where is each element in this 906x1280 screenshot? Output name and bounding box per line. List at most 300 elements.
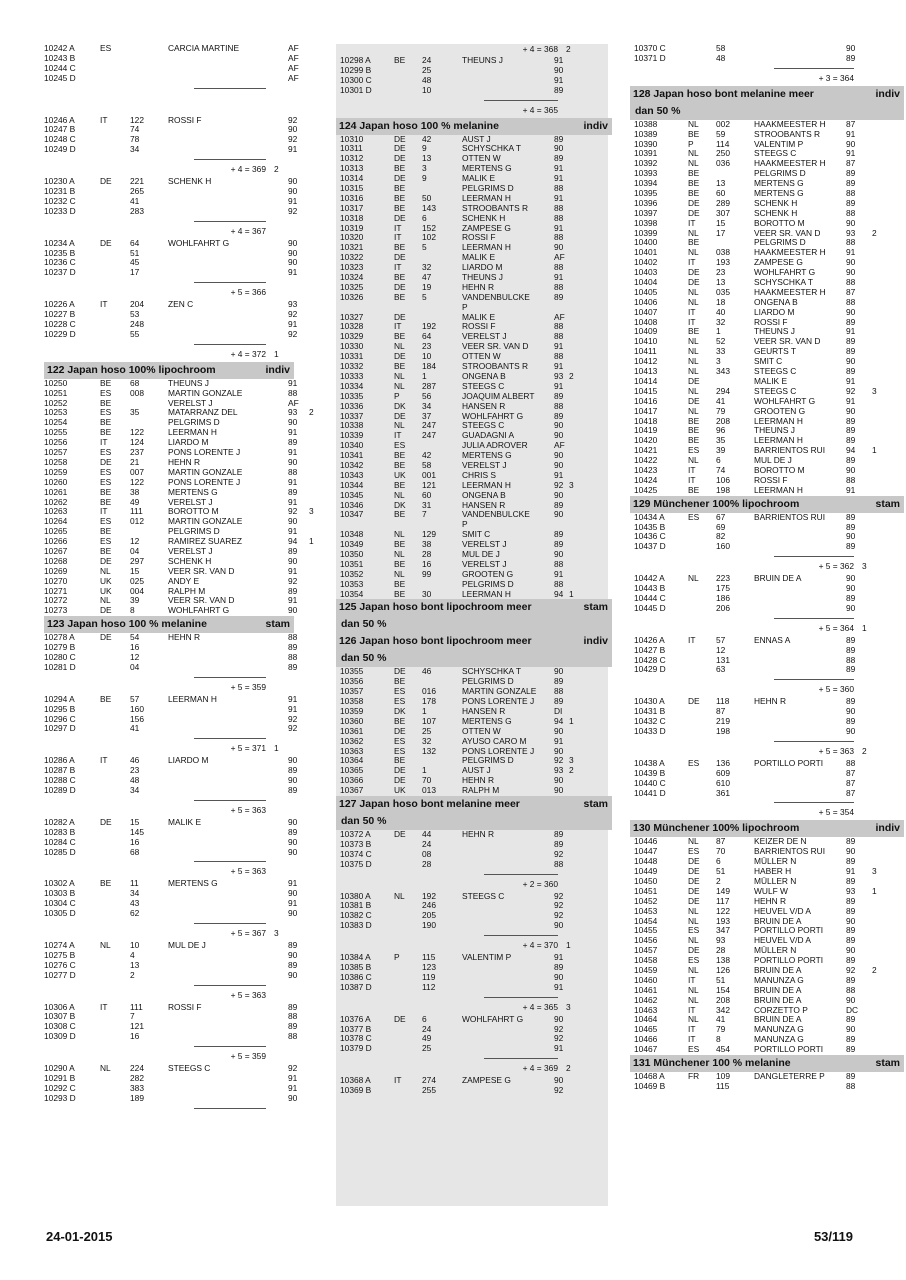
ring-number: 87 xyxy=(716,706,726,717)
country-code: NL xyxy=(688,965,699,976)
country-code: DE xyxy=(394,775,406,786)
class-category: indiv xyxy=(265,363,290,376)
ring-number: 193 xyxy=(716,257,730,268)
entry-id: 10437 D xyxy=(634,541,666,552)
score: 89 xyxy=(554,829,564,839)
country-code: NL xyxy=(688,385,699,396)
score: 89 xyxy=(288,765,298,776)
ring-number: 138 xyxy=(716,955,730,966)
ring-number: 383 xyxy=(130,1082,144,1093)
exhibitor-name: MERTENS G xyxy=(168,878,218,889)
score: 88 xyxy=(554,202,564,213)
table-row xyxy=(44,476,298,488)
country-code: IT xyxy=(394,1075,402,1086)
entry-id: 10247 B xyxy=(44,124,76,135)
score: 90 xyxy=(846,602,856,613)
entry-id: 10413 xyxy=(634,366,658,377)
score: 92 xyxy=(288,575,298,586)
exhibitor-name: SCHENK H xyxy=(462,212,506,223)
table-row xyxy=(630,697,900,707)
score: 91 xyxy=(846,484,856,495)
entry-id: 10279 B xyxy=(44,642,76,653)
country-code: NL xyxy=(688,286,699,297)
ring-number: 24 xyxy=(422,55,432,65)
table-row xyxy=(44,585,298,597)
country-code: IT xyxy=(394,430,402,441)
entry-id: 10469 B xyxy=(634,1080,666,1091)
class-title: dan 50 % xyxy=(341,618,387,631)
score: 92 xyxy=(554,900,564,911)
ring-number: 265 xyxy=(130,186,144,197)
ring-number: 297 xyxy=(130,555,144,566)
ring-number: 221 xyxy=(130,176,144,187)
score: 89 xyxy=(288,959,298,970)
score: 90 xyxy=(554,1013,564,1024)
ring-number: 129 xyxy=(422,529,436,540)
entry-id: 10421 xyxy=(634,445,658,456)
exhibitor-name: GROOTEN G xyxy=(754,405,806,416)
country-code: DE xyxy=(688,277,700,288)
entry-id: 10266 xyxy=(44,536,68,547)
entry-id: 10262 xyxy=(44,496,68,507)
exhibitor-name: ROSSI F xyxy=(168,114,202,125)
entry-id: 10272 xyxy=(44,595,68,606)
entry-id: 10411 xyxy=(634,346,657,357)
ring-number: 118 xyxy=(716,696,730,707)
entry-group xyxy=(630,1072,900,1092)
ring-number: 28 xyxy=(422,548,432,559)
country-code: IT xyxy=(688,974,696,985)
entry-group xyxy=(336,953,608,993)
score: 92 xyxy=(554,848,564,859)
country-code: DE xyxy=(394,666,406,677)
ring-number: 18 xyxy=(716,296,726,307)
class-header xyxy=(336,633,612,650)
exhibitor-name: STEEGS C xyxy=(462,420,505,431)
country-code: NL xyxy=(688,455,699,466)
table-row xyxy=(44,1073,298,1084)
country-code: BE xyxy=(394,509,406,520)
entry-id: 10431 B xyxy=(634,706,666,717)
country-code: DE xyxy=(394,351,406,362)
country-code: BE xyxy=(394,479,406,490)
total-rule xyxy=(774,679,854,680)
score: 89 xyxy=(846,592,856,603)
entry-id: 10302 A xyxy=(44,878,75,889)
entry-group xyxy=(44,237,298,279)
total-rule xyxy=(194,1108,266,1109)
entry-id: 10252 xyxy=(44,397,68,408)
table-row xyxy=(630,584,900,594)
exhibitor-name: KEIZER DE N xyxy=(754,836,807,847)
ring-number: 28 xyxy=(716,945,726,956)
exhibitor-name: MARTIN GONZALE xyxy=(168,466,243,477)
group-total xyxy=(44,857,290,879)
entry-id: 10278 A xyxy=(44,632,75,643)
score: 90 xyxy=(554,775,564,786)
table-row xyxy=(44,755,298,766)
country-code: DE xyxy=(394,410,406,421)
entry-id: 10398 xyxy=(634,217,658,228)
entry-id: 10246 A xyxy=(44,114,75,125)
ring-number: 012 xyxy=(130,516,144,527)
country-code: UK xyxy=(100,585,112,596)
table-row xyxy=(630,574,900,584)
exhibitor-name: VEER SR. VAN D xyxy=(168,595,235,606)
entry-group xyxy=(630,837,900,1055)
exhibitor-name: ONGENA B xyxy=(462,489,506,500)
score: 90 xyxy=(846,583,856,594)
entry-group xyxy=(336,56,608,96)
ring-number: 57 xyxy=(130,693,140,704)
group-total xyxy=(630,737,900,759)
country-code: IT xyxy=(688,634,696,645)
exhibitor-name: WOHLFAHRT G xyxy=(754,395,816,406)
class-header xyxy=(630,1055,904,1072)
country-code: BE xyxy=(688,178,700,189)
prize-rank: 2 xyxy=(872,227,877,238)
group-total xyxy=(336,993,608,1015)
score: 89 xyxy=(554,499,564,510)
score: 92 xyxy=(288,114,298,125)
entry-id: 10396 xyxy=(634,197,658,208)
class-title: 124 Japan hoso 100 % melanine xyxy=(339,119,499,132)
total-rule xyxy=(774,741,854,742)
total-rank: 2 xyxy=(566,44,571,54)
score: 92 xyxy=(554,890,564,901)
entry-id: 10339 xyxy=(340,430,364,441)
score: 88 xyxy=(288,466,298,477)
country-code: NL xyxy=(688,573,699,584)
score: 92 xyxy=(288,723,298,734)
ring-number: 274 xyxy=(422,1075,436,1086)
score: 89 xyxy=(288,1001,298,1012)
exhibitor-name: ZAMPESE G xyxy=(754,257,803,268)
exhibitor-name: LEERMAN H xyxy=(462,479,511,490)
country-code: FR xyxy=(688,1071,700,1082)
total-rule xyxy=(194,861,266,862)
score: 92 xyxy=(288,1063,298,1074)
entry-id: 10277 D xyxy=(44,969,76,980)
exhibitor-name: SCHENK H xyxy=(168,176,212,187)
class-title: 128 Japan hoso bont melanine meer xyxy=(633,87,814,100)
country-code: ES xyxy=(100,407,112,418)
exhibitor-name: HAAKMEESTER H xyxy=(754,286,826,297)
entry-id: 10428 C xyxy=(634,654,666,665)
ring-number: 007 xyxy=(130,466,144,477)
score: 91 xyxy=(288,377,298,388)
total-value: + 5 = 363 xyxy=(230,989,266,1000)
entry-id: 10289 D xyxy=(44,784,76,795)
entry-id: 10315 xyxy=(340,183,364,194)
exhibitor-name: BOROTTO M xyxy=(754,464,805,475)
ring-number: 64 xyxy=(130,237,140,248)
total-value: + 5 = 354 xyxy=(818,807,854,818)
exhibitor-name: CHRIS S xyxy=(462,469,496,480)
score: 89 xyxy=(554,676,564,687)
score: 89 xyxy=(846,521,856,532)
entry-id: 10399 xyxy=(634,227,658,238)
entry-id: 10452 xyxy=(634,895,658,906)
score: 88 xyxy=(554,183,564,194)
score: 90 xyxy=(554,420,564,431)
score: 91 xyxy=(288,693,298,704)
entry-id: 10318 xyxy=(340,212,364,223)
exhibitor-name: PELGRIMS D xyxy=(462,676,514,687)
entry-id: 10427 B xyxy=(634,644,666,655)
exhibitor-name: SMIT C xyxy=(462,529,491,540)
total-rule xyxy=(774,618,854,619)
country-code: IT xyxy=(100,755,108,766)
ring-number: 34 xyxy=(130,144,140,155)
score: 91 xyxy=(554,55,564,65)
ring-number: 39 xyxy=(130,595,140,606)
table-row xyxy=(44,144,298,155)
ring-number: 189 xyxy=(130,1092,144,1103)
entry-id: 10236 C xyxy=(44,257,76,268)
entry-id: 10382 C xyxy=(340,910,372,921)
entry-id: 10436 C xyxy=(634,531,666,542)
country-code: DE xyxy=(688,197,700,208)
entry-id: 10301 D xyxy=(340,84,372,95)
score: 92 xyxy=(554,910,564,921)
ring-number: 255 xyxy=(422,1085,436,1096)
score: 93 xyxy=(288,407,298,418)
entry-id: 10440 C xyxy=(634,777,666,788)
country-code: DE xyxy=(688,945,700,956)
country-code: NL xyxy=(688,1014,699,1025)
entry-id: 10343 xyxy=(340,469,364,480)
score: 88 xyxy=(288,632,298,643)
score: 88 xyxy=(846,188,856,199)
ring-number: 184 xyxy=(422,361,436,372)
score: 94 xyxy=(554,588,564,599)
entry-id: 10401 xyxy=(634,247,658,258)
score: 89 xyxy=(288,784,298,795)
spacer xyxy=(44,106,290,116)
exhibitor-name: MALIK E xyxy=(462,252,496,263)
score: 89 xyxy=(846,178,856,189)
score: 89 xyxy=(846,197,856,208)
entry-group xyxy=(44,940,298,981)
exhibitor-name: MALIK E xyxy=(462,173,496,184)
exhibitor-name: LEERMAN H xyxy=(168,427,217,438)
score: 89 xyxy=(288,585,298,596)
entry-id: 10285 D xyxy=(44,846,76,857)
score: 91 xyxy=(846,866,856,877)
total-value: + 4 = 369 xyxy=(522,1063,558,1074)
exhibitor-name: MERTENS G xyxy=(168,486,218,497)
ring-number: 37 xyxy=(422,410,432,421)
score: 91 xyxy=(554,1043,564,1054)
score: 89 xyxy=(846,366,856,377)
country-code: DE xyxy=(100,237,112,248)
country-code: ES xyxy=(394,696,406,707)
ring-number: 250 xyxy=(716,148,730,159)
entry-id: 10458 xyxy=(634,955,658,966)
ring-number: 41 xyxy=(130,723,140,734)
exhibitor-name: PELGRIMS D xyxy=(168,417,220,428)
table-row xyxy=(44,765,298,776)
total-rule xyxy=(194,1046,266,1047)
country-code: IT xyxy=(100,506,108,517)
exhibitor-name: ZAMPESE G xyxy=(462,1075,511,1086)
country-code: BE xyxy=(394,183,406,194)
entry-id: 10323 xyxy=(340,262,364,273)
entry-id: 10287 B xyxy=(44,765,76,776)
exhibitor-name: MARTIN GONZALE xyxy=(168,516,243,527)
total-rule xyxy=(484,1058,558,1059)
entry-id: 10459 xyxy=(634,965,658,976)
exhibitor-name: STEEGS C xyxy=(168,1063,211,1074)
ring-number: 248 xyxy=(130,319,144,330)
exhibitor-name: JULIA ADROVER xyxy=(462,440,528,451)
ring-number: 5 xyxy=(422,242,427,253)
country-code: NL xyxy=(688,148,699,159)
table-row xyxy=(44,555,298,567)
exhibitor-name: VERELST J xyxy=(462,331,507,342)
ring-number: 6 xyxy=(422,212,427,223)
score: 91 xyxy=(288,595,298,606)
exhibitor-name: MATARRANZ DEL xyxy=(168,407,238,418)
total-rule xyxy=(194,985,266,986)
country-code: DE xyxy=(394,829,406,839)
exhibitor-name: THEUNS J xyxy=(754,326,795,337)
table-row xyxy=(44,826,298,838)
ring-number: 10 xyxy=(422,84,432,95)
group-total xyxy=(44,217,290,239)
exhibitor-name: VANDENBULCKE xyxy=(462,509,530,520)
table-row xyxy=(44,575,298,587)
ring-number: 79 xyxy=(716,405,726,416)
ring-number: 3 xyxy=(422,163,427,174)
ring-number: 002 xyxy=(716,118,730,129)
country-code: DE xyxy=(100,632,112,643)
exhibitor-name: BARRIENTOS RUI xyxy=(754,511,826,522)
ring-number: 106 xyxy=(716,474,730,485)
table-row xyxy=(44,565,298,577)
group-total xyxy=(44,919,290,941)
score: 90 xyxy=(288,456,298,467)
ring-number: 124 xyxy=(130,437,144,448)
exhibitor-name: OTTEN W xyxy=(462,153,501,164)
total-value: + 5 = 363 xyxy=(230,804,266,815)
table-row xyxy=(44,526,298,537)
ring-number: 1 xyxy=(422,765,427,776)
country-code: BE xyxy=(394,715,406,726)
total-value: + 5 = 359 xyxy=(230,681,266,692)
table-row xyxy=(630,656,900,666)
country-code: BE xyxy=(100,427,112,438)
ring-number: 45 xyxy=(130,257,140,268)
exhibitor-name: WOHLFAHRT G xyxy=(462,1013,524,1024)
class-category: stam xyxy=(265,618,290,631)
country-code: BE xyxy=(394,163,406,174)
exhibitor-name: ONGENA B xyxy=(462,370,506,381)
country-code: DK xyxy=(394,499,406,510)
entry-id: 10288 C xyxy=(44,775,76,786)
table-row xyxy=(630,665,900,675)
entry-id: 10256 xyxy=(44,437,68,448)
entry-id: 10370 C xyxy=(634,43,666,53)
exhibitor-name: LEERMAN H xyxy=(754,484,803,495)
score: 91 xyxy=(846,148,856,159)
table-row xyxy=(630,779,900,789)
ring-number: 282 xyxy=(130,1073,144,1084)
entry-id: 10271 xyxy=(44,585,68,596)
exhibitor-name: HABER H xyxy=(754,866,792,877)
entry-id: 10254 xyxy=(44,417,68,428)
ring-number: 69 xyxy=(716,521,726,532)
exhibitor-name: SCHYSCHKA T xyxy=(754,277,813,288)
table-row xyxy=(44,836,298,848)
table-row xyxy=(336,66,608,76)
entry-id: 10332 xyxy=(340,361,364,372)
entry-id: 10438 A xyxy=(634,757,665,768)
entry-id: 10468 A xyxy=(634,1071,665,1082)
exhibitor-name: LIARDO M xyxy=(754,306,795,317)
exhibitor-name: BRUIN DE A xyxy=(754,573,802,584)
country-code: NL xyxy=(394,341,405,352)
class-category: stam xyxy=(875,497,900,510)
score: 90 xyxy=(554,920,564,931)
ring-number: 67 xyxy=(716,511,726,522)
country-code: BE xyxy=(100,693,112,704)
exhibitor-name: STEEGS C xyxy=(462,890,505,901)
ring-number: 132 xyxy=(422,745,436,756)
country-code: NL xyxy=(100,595,111,606)
entry-id: 10467 xyxy=(634,1044,658,1055)
score: AF xyxy=(554,252,565,263)
class-title: 129 Münchener 100% lipochroom xyxy=(633,497,800,510)
country-code: DE xyxy=(688,895,700,906)
total-rank: 3 xyxy=(566,1001,571,1012)
country-code: ES xyxy=(394,735,406,746)
total-value: + 4 = 370 xyxy=(522,940,558,951)
table-row xyxy=(630,769,900,779)
score: 90 xyxy=(554,1075,564,1086)
entry-id: 10305 D xyxy=(44,908,76,919)
country-code: IT xyxy=(100,299,108,310)
country-code: DE xyxy=(100,456,112,467)
country-code: IT xyxy=(394,321,402,332)
score: 89 xyxy=(288,545,298,556)
exhibitor-name: MERTENS G xyxy=(462,163,512,174)
exhibitor-name: MUL DE J xyxy=(462,548,500,559)
entry-id: 10327 xyxy=(340,311,364,322)
entry-group xyxy=(630,120,900,496)
score: 93 xyxy=(288,299,298,310)
score: 90 xyxy=(846,267,856,278)
ring-number: 036 xyxy=(716,158,730,169)
score: 87 xyxy=(846,118,856,129)
country-code: BE xyxy=(394,331,406,342)
ring-number: 1 xyxy=(422,370,427,381)
exhibitor-name: ROSSI F xyxy=(754,474,788,485)
score: 93 xyxy=(846,227,856,238)
class-title: dan 50 % xyxy=(635,104,681,117)
total-rule xyxy=(194,677,266,678)
total-rank: 1 xyxy=(566,940,571,951)
table-row xyxy=(44,387,298,399)
ring-number: 35 xyxy=(130,407,140,418)
ring-number: 10 xyxy=(130,940,140,950)
ring-number: 68 xyxy=(130,377,140,388)
score: 90 xyxy=(288,836,298,847)
country-code: ES xyxy=(394,745,406,756)
score: 89 xyxy=(846,876,856,886)
entry-id: 10408 xyxy=(634,316,658,327)
